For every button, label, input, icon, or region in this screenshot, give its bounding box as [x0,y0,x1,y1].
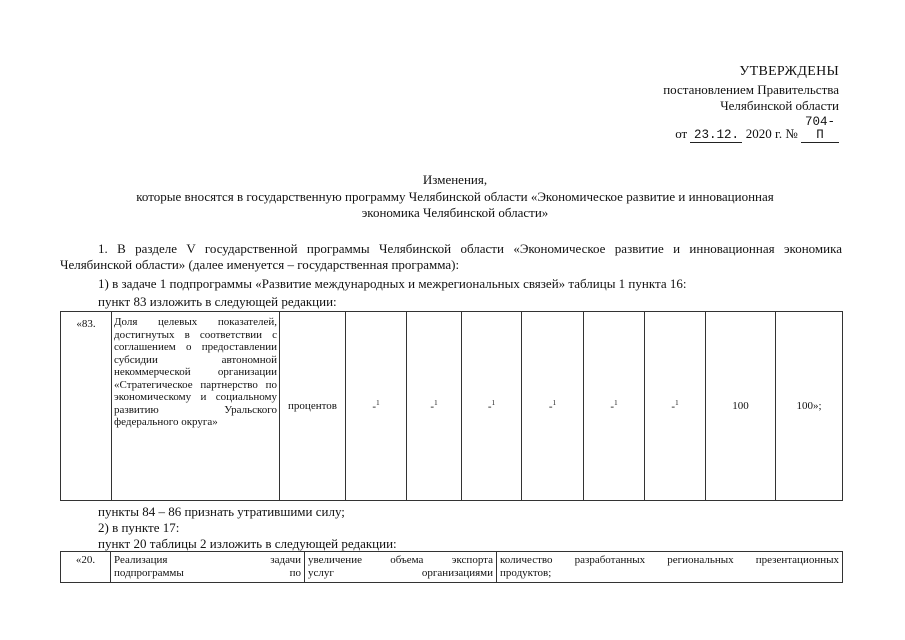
paragraph-1: 1. В разделе V государственной программы Челябинской области «Экономическое развитие и инновационная экономика Челябинской области» (далее именуется – государственная программа): [60,241,842,272]
paragraph-4: пункты 84 – 86 признать утратившими силу; [98,504,345,519]
decree-line [663,116,839,143]
value-cell: -$^1$ [346,312,407,501]
task-cell: Реализация задачи подпрограммы по [111,552,305,583]
title-line-3: экономика Челябинской области» [361,205,549,220]
paragraph-2: 1) в задаче 1 подпрограммы «Развитие международных и межрегиональных связей» таблицы 1 пункта 16: [98,276,687,291]
title-line-1: Изменения, [422,172,488,187]
paragraph-3: пункт 83 изложить в следующей редакции: [98,294,337,309]
value-cell: 100»; [776,312,843,501]
value-cell: -$^1$ [522,312,584,501]
approval-line-2: Челябинской области [720,98,839,113]
table-row [61,552,843,583]
document-title [60,172,850,222]
decree-year: 2020 г. № [745,125,798,141]
value-cell: -$^1$ [462,312,522,501]
value-cell: 100 [706,312,776,501]
value-cell: -$^1$ [645,312,706,501]
decree-number: 704-П [801,116,839,143]
paragraph-5: 2) в пункте 17: [98,520,180,535]
table-point-83 [60,311,843,501]
value-cell: -$^1$ [584,312,645,501]
table-point-20 [60,551,843,583]
unit-cell: процентов [280,312,346,501]
row-number: «20. [61,552,111,583]
table-row [61,312,843,501]
indicator-cell: количество разработанных региональных презентационных продуктов; [497,552,843,583]
row-number: «83. [61,312,112,501]
paragraph-6: пункт 20 таблицы 2 изложить в следующей редакции: [98,536,397,551]
approval-stamp [663,64,839,143]
indicator-name: Доля целевых показателей, достигнутых в соответствии с соглашением о предоставлении субсидии автономной некоммерческой организации «Стратегическое партнерство по экономическому и социальному развитию Уральского федерального округа» [112,312,280,501]
title-line-2: которые вносятся в государственную программу Челябинской области «Экономическое развитие и инновационная [136,188,774,204]
approval-line-1: постановлением Правительства [663,81,839,97]
decree-prefix: от [675,125,688,141]
goal-cell: увеличение объема экспорта услуг организациями [305,552,497,583]
value-cell: -$^1$ [407,312,462,501]
decree-date: 23.12. [690,129,742,143]
approval-heading: УТВЕРЖДЕНЫ [739,64,839,79]
